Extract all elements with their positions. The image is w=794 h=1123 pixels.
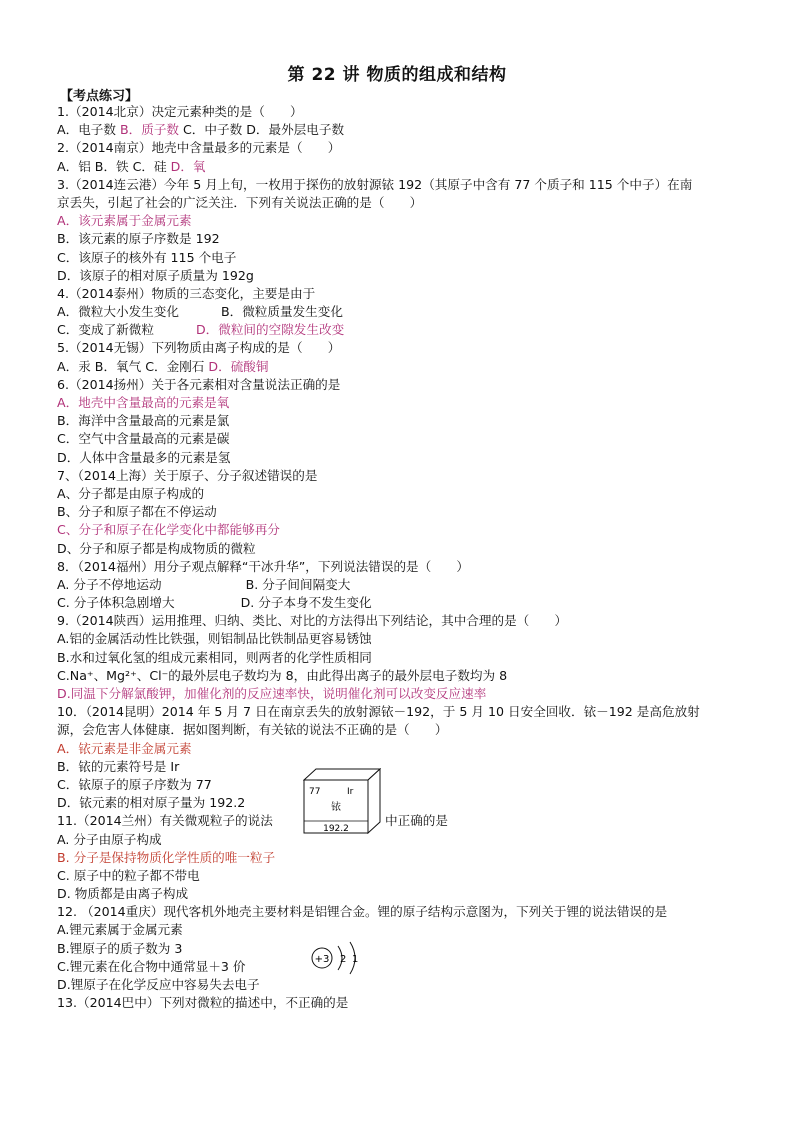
option-text: B. 分子间间隔变大 xyxy=(245,576,351,592)
lithium-atom-diagram xyxy=(308,938,370,978)
option-text: A．铝 B．铁 C．硅 xyxy=(57,158,171,174)
option-text: C．中子数 D．最外层电子数 xyxy=(179,122,345,138)
question-11-stem-end: 中正确的是 xyxy=(385,813,448,828)
question-12-option-c: C.锂元素在化合物中通常显＋3 价 xyxy=(57,958,246,974)
option-text: A．微粒大小发生变化 xyxy=(57,304,179,320)
question-10-stem-cont: 源，会危害人体健康．据如图判断，有关铱的说法不正确的是（ ） xyxy=(57,722,448,738)
element-name: 铱 xyxy=(331,802,341,813)
question-6-option-a: A．地壳中含量最高的元素是氧 xyxy=(57,395,230,410)
question-11-option-c: C. 原子中的粒子都不带电 xyxy=(57,867,200,883)
question-3-option-a: A．该元素属于金属元素 xyxy=(57,213,192,229)
question-7-option-b: B、分子和原子都在不停运动 xyxy=(57,504,217,520)
question-list xyxy=(57,103,747,1012)
question-10-stem: 10．（2014昆明）2014 年 5 月 7 日在南京丢失的放射源铱－192，于 5 月 10 日安全回收．铱－192 是高危放射 xyxy=(57,704,700,720)
element-symbol: Ir xyxy=(347,787,354,797)
shell-1-electrons: 2 xyxy=(340,954,347,965)
question-1-options xyxy=(57,121,747,139)
question-3-stem-cont: 京丢失，引起了社会的广泛关注．下列有关说法正确的是（ ） xyxy=(57,194,423,210)
question-5-options xyxy=(57,358,747,376)
question-3-option-d: D．该原子的相对原子质量为 192g xyxy=(57,267,254,283)
option-text: B．微粒质量发生变化 xyxy=(220,304,343,320)
option-highlighted: D．氧 xyxy=(170,158,206,174)
question-10-option-a: A．铱元素是非金属元素 xyxy=(57,740,192,756)
question-6-stem: 6.（2014扬州）关于各元素相对含量说法正确的是 xyxy=(57,376,341,392)
question-12-option-b: B.锂原子的质子数为 3 xyxy=(57,940,183,956)
page-title: 第 22 讲 物质的组成和结构 xyxy=(287,65,507,85)
question-7-option-a: A、分子都是由原子构成的 xyxy=(57,485,205,501)
question-6-option-d: D．人体中含量最多的元素是氢 xyxy=(57,449,231,465)
section-heading: 【考点练习】 xyxy=(60,89,139,104)
option-text: C．变成了新微粒 xyxy=(57,322,154,338)
question-5-stem: 5.（2014无锡）下列物质由离子构成的是（ ） xyxy=(57,340,341,356)
element-atomic-number: 77 xyxy=(309,787,321,797)
question-12-stem: 12. （2014重庆）现代客机外地壳主要材料是铝锂合金。锂的原子结构示意图为，下列关于锂的说法错误的是 xyxy=(57,904,668,920)
question-13-stem: 13.（2014巴中）下列对微粒的描述中，不正确的是 xyxy=(57,995,349,1011)
question-8-stem: 8．（2014福州）用分子观点解释“干冰升华”，下列说法错误的是（ ） xyxy=(57,558,470,574)
question-3-stem: 3.（2014连云港）今年 5 月上旬，一枚用于探伤的放射源铱 192（其原子中含有 77 个质子和 115 个中子）在南 xyxy=(57,176,693,192)
element-card-graphic xyxy=(303,768,381,834)
question-12-option-a: A.锂元素属于金属元素 xyxy=(57,922,183,938)
question-7-option-d: D、分子和原子都是构成物质的微粒 xyxy=(57,540,256,556)
question-4-stem: 4.（2014泰州）物质的三态变化，主要是由于 xyxy=(57,285,316,301)
question-10-option-c: C．铱原子的原子序数为 77 xyxy=(57,776,212,792)
question-2-options xyxy=(57,158,747,176)
question-4-options-cd xyxy=(57,321,747,339)
option-highlighted: D．硫酸铜 xyxy=(208,358,269,374)
question-7-option-c: C、分子和原子在化学变化中都能够再分 xyxy=(57,522,280,538)
question-12-option-d: D.锂原子在化学反应中容易失去电子 xyxy=(57,977,260,992)
question-9-option-b: B.水和过氧化氢的组成元素相同，则两者的化学性质相同 xyxy=(57,649,372,665)
question-9-option-d: D.同温下分解氯酸钾，加催化剂的反应速率快，说明催化剂可以改变反应速率 xyxy=(57,686,487,701)
question-3-option-c: C．该原子的核外有 115 个电子 xyxy=(57,249,237,265)
nucleus-charge: +3 xyxy=(314,954,330,965)
question-6-option-c: C．空气中含量最高的元素是碳 xyxy=(57,431,230,447)
question-8-options-cd xyxy=(57,594,747,612)
question-8-options-ab xyxy=(57,576,747,594)
question-10-option-b: B．铱的元素符号是 Ir xyxy=(57,758,180,774)
question-9-option-c: C.Na⁺、Mg²⁺、Cl⁻的最外层电子数均为 8，由此得出离子的最外层电子数均为 8 xyxy=(57,667,508,683)
option-highlighted: D．微粒间的空隙发生改变 xyxy=(195,322,345,338)
option-highlighted: B．质子数 xyxy=(120,122,180,138)
question-11-stem: 11.（2014兰州）有关微观粒子的说法 xyxy=(57,813,273,829)
question-4-options-ab xyxy=(57,303,747,321)
option-text: C. 分子体积急剧增大 xyxy=(57,595,175,611)
option-text: D. 分子本身不发生变化 xyxy=(240,595,372,611)
option-text: A．电子数 xyxy=(57,122,120,138)
option-text: A．汞 B．氧气 C．金刚石 xyxy=(57,358,209,374)
atom-structure-graphic xyxy=(308,938,370,978)
question-11-option-d: D. 物质都是由离子构成 xyxy=(57,886,189,902)
question-10-option-d: D．铱元素的相对原子量为 192.2 xyxy=(57,795,246,811)
option-text: A. 分子不停地运动 xyxy=(57,576,162,592)
question-6-option-b: B．海洋中含量最高的元素是氯 xyxy=(57,413,230,429)
question-9-option-a: A.铝的金属活动性比铁强，则铝制品比铁制品更容易锈蚀 xyxy=(57,631,372,647)
question-11-option-b: B. 分子是保持物质化学性质的唯一粒子 xyxy=(57,849,276,865)
question-9-stem: 9.（2014陕西）运用推理、归纳、类比、对比的方法得出下列结论，其中合理的是（ ） xyxy=(57,613,568,629)
question-7-stem: 7、（2014上海）关于原子、分子叙述错误的是 xyxy=(57,467,318,483)
question-1-stem: 1.（2014北京）决定元素种类的是（ ） xyxy=(57,104,303,119)
question-2-stem: 2.（2014南京）地壳中含量最多的元素是（ ） xyxy=(57,140,341,156)
element-card-iridium xyxy=(303,768,381,834)
element-mass: 192.2 xyxy=(323,824,349,834)
question-3-option-b: B．该元素的原子序数是 192 xyxy=(57,231,220,247)
question-11-option-a: A. 分子由原子构成 xyxy=(57,831,162,847)
shell-2-electrons: 1 xyxy=(352,954,359,965)
